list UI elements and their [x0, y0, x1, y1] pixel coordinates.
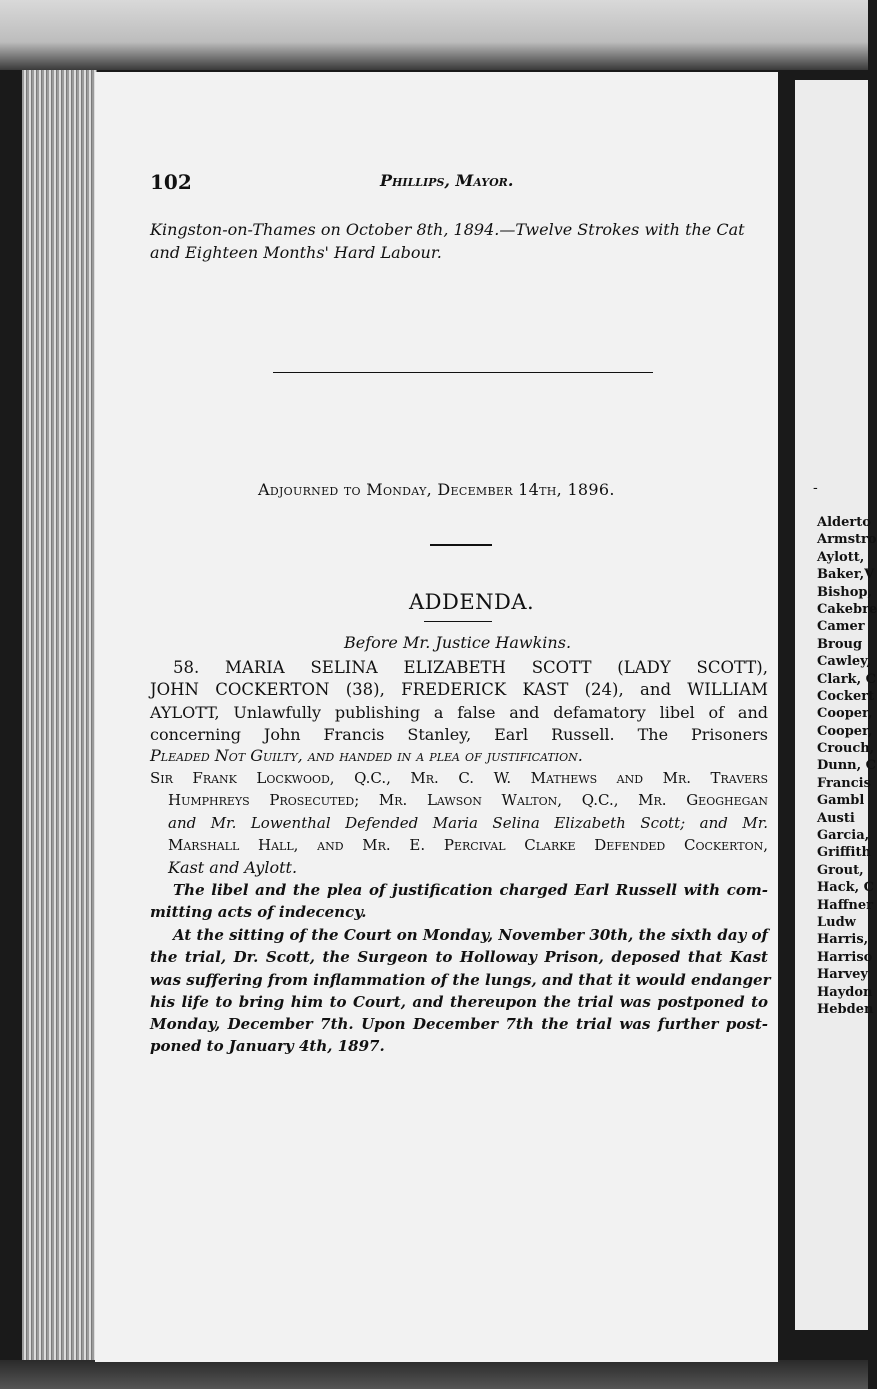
facing-index-entry: Harris, [817, 932, 869, 948]
facing-index-entry: Grout, [817, 862, 864, 878]
scanner-background-bottom [0, 1360, 868, 1389]
case-line: AYLOTT, Unlawfully publishing a false and defamatory libel of and [150, 703, 768, 722]
facing-index-entry: Francis [817, 775, 871, 791]
addenda-heading: ADDENDA. [409, 590, 535, 614]
facing-index-entry: Dunn, C [817, 758, 877, 774]
facing-index-entry: Cooper, [817, 723, 873, 739]
section-divider [273, 372, 653, 373]
facing-index-entry: Baker,V [817, 567, 875, 583]
facing-index-entry: Haydon [817, 984, 873, 1000]
facing-page-index [817, 514, 877, 1018]
facing-index-entry: Hebden [817, 1001, 874, 1017]
judge-line: Before Mr. Justice Hawkins. [344, 633, 572, 652]
case-line: Marshall Hall, and Mr. E. Percival Clarke Defended Cockerton, [168, 836, 768, 854]
running-head: Phillips, Mayor. [380, 171, 514, 190]
facing-index-entry: Crouch, [817, 741, 875, 757]
book-page-edges [22, 70, 97, 1370]
case-line: Kast and Aylott. [168, 858, 298, 877]
case-line: 58. MARIA SELINA ELIZABETH SCOTT (LADY SCOTT), [173, 658, 768, 677]
facing-index-entry: Cawley, [817, 654, 872, 670]
facing-index-entry: Clark, C [817, 671, 876, 687]
continuation-line-2: and Eighteen Months' Hard Labour. [150, 243, 442, 262]
paragraph-line: poned to January 4th, 1897. [150, 1037, 385, 1055]
paragraph-line: At the sitting of the Court on Monday, November 30th, the sixth day of [173, 926, 768, 944]
facing-index-entry: Gambl [817, 793, 865, 809]
case-line: and Mr. Lowenthal Defended Maria Selina Elizabeth Scott; and Mr. [168, 814, 768, 832]
page-number: 102 [150, 170, 192, 194]
paragraph-line: Monday, December 7th. Upon December 7th the trial was further post- [150, 1015, 768, 1033]
case-line: concerning John Francis Stanley, Earl Russell. The Prisoners [150, 725, 768, 744]
facing-index-entry: Hack, C [817, 880, 875, 896]
facing-index-entry: Ludw [817, 914, 856, 930]
case-line: Pleaded Not Guilty, and handed in a plea of justification. [150, 746, 583, 765]
facing-index-entry: Aylott, [817, 549, 865, 565]
paragraph-line: the trial, Dr. Scott, the Surgeon to Holloway Prison, deposed that Kast [150, 948, 768, 966]
facing-index-entry: Garcia, [817, 828, 870, 844]
heading-underline [424, 621, 492, 622]
continuation-line-1: Kingston-on-Thames on October 8th, 1894.—Twelve Strokes with the Cat [150, 220, 745, 239]
case-line: JOHN COCKERTON (38), FREDERICK KAST (24), and WILLIAM [150, 680, 768, 699]
facing-index-entry: Haffner [817, 897, 873, 913]
facing-index-entry: Griffith [817, 845, 871, 861]
paragraph-line: his life to bring him to Court, and thereupon the trial was postponed to [150, 993, 768, 1011]
scanner-background-top [0, 0, 868, 70]
adjournment-notice: Adjourned to Monday, December 14th, 1896. [258, 480, 615, 499]
short-divider [430, 544, 492, 546]
facing-index-entry: Austi [817, 810, 855, 826]
facing-index-entry: Harvey [817, 967, 868, 983]
facing-index-entry: Cockert [817, 688, 875, 704]
paragraph-line: mitting acts of indecency. [150, 903, 367, 921]
facing-index-entry: Cakebre [817, 601, 877, 617]
facing-index-entry: Broug [817, 636, 863, 652]
facing-index-entry: Camer [817, 619, 865, 635]
facing-index-entry: Armstro [817, 532, 877, 548]
case-line: Sir Frank Lockwood, Q.C., Mr. C. W. Mathews and Mr. Travers [150, 769, 768, 787]
facing-index-entry: Bishop, [817, 584, 872, 600]
paragraph-line: The libel and the plea of justification charged Earl Russell with com- [173, 881, 768, 899]
case-line: Humphreys Prosecuted; Mr. Lawson Walton, Q.C., Mr. Geoghegan [168, 791, 768, 809]
paragraph-line: was suffering from inflammation of the lungs, and that it would endanger [150, 971, 771, 989]
facing-index-entry: Cooper, [817, 706, 873, 722]
facing-index-entry: Harriso [817, 949, 873, 965]
facing-index-entry: Alderto [817, 515, 871, 530]
facing-page-mark: - [813, 480, 818, 496]
